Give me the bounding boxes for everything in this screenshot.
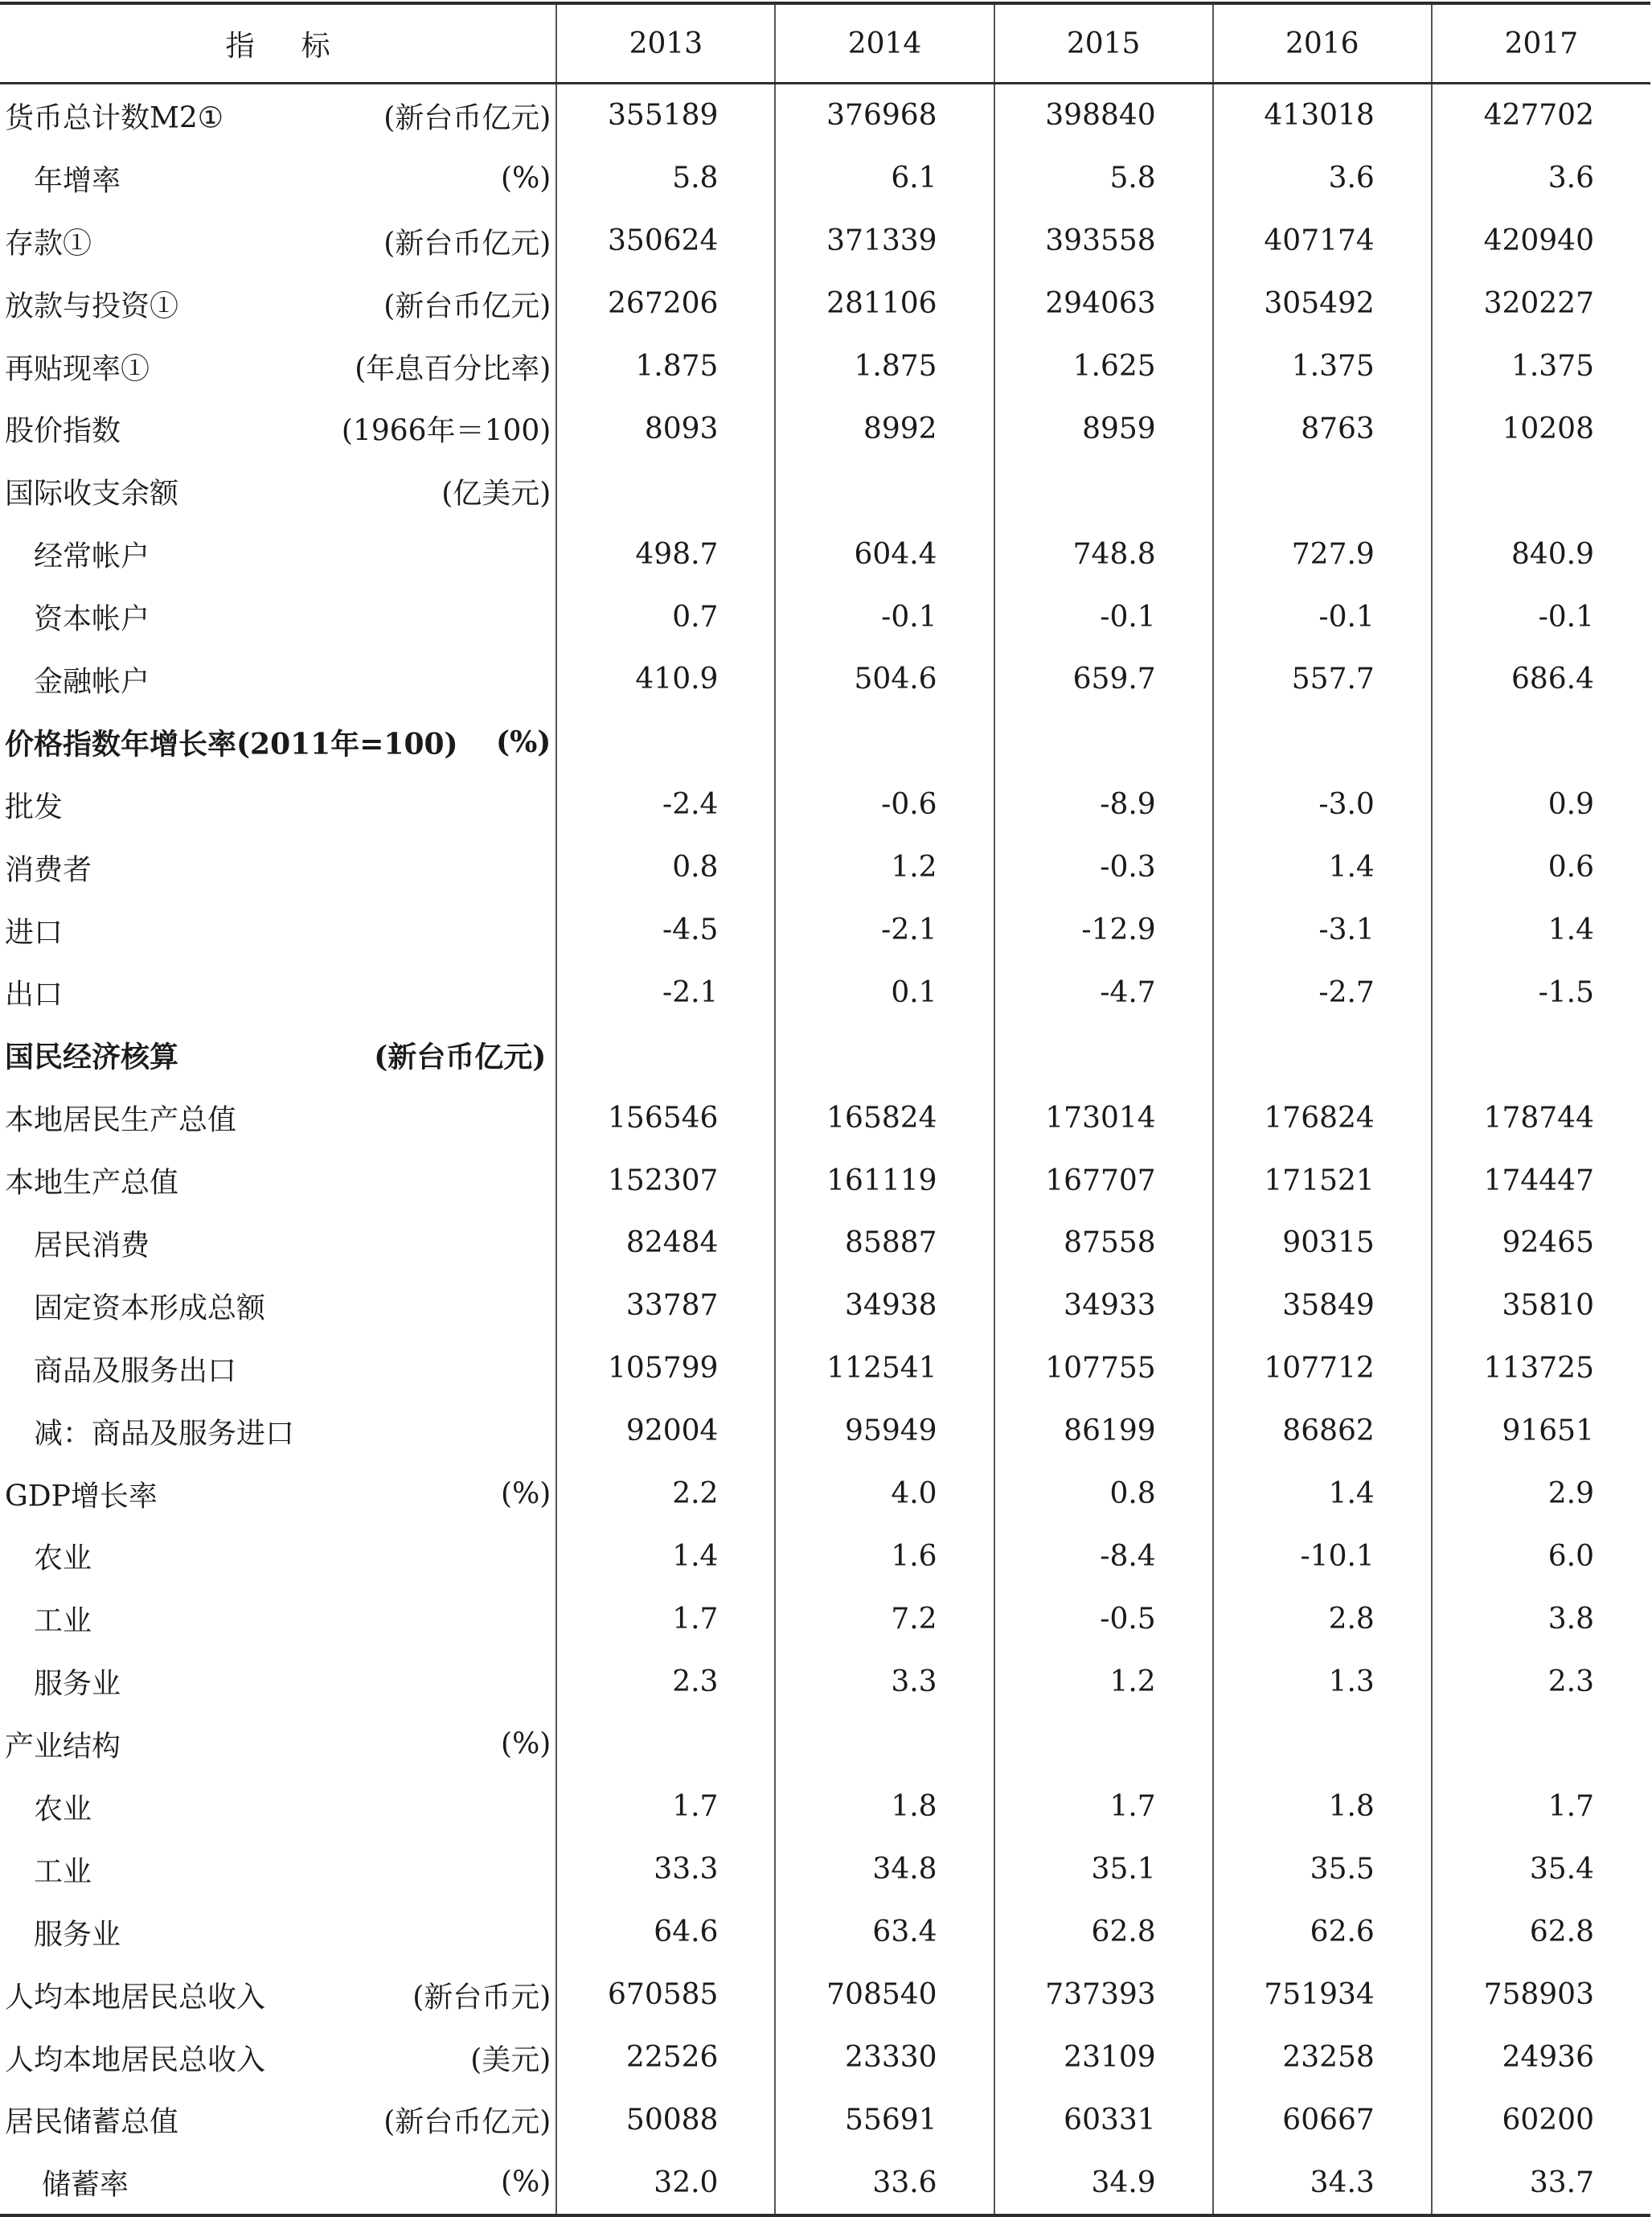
value-cell: 8959 [994,397,1213,460]
indicator-unit: (新台币元) [412,1981,551,2014]
value-cell: 2.2 [556,1463,775,1525]
header-year: 2017 [1432,3,1650,84]
indicator-unit: (新台币亿元) [374,1040,547,1074]
statistics-table [0,2,1650,2217]
value-cell: 1.6 [775,1525,994,1587]
value-cell: 410.9 [556,648,775,711]
value-cell: 62.6 [1213,1901,1432,1964]
value-cell: 686.4 [1432,648,1650,711]
row-label-cell [0,2089,556,2152]
table-row [0,1463,1650,1525]
value-cell: 376968 [775,84,994,147]
value-cell: 3.3 [775,1650,994,1713]
value-cell: 1.4 [1213,1463,1432,1525]
row-label-cell [0,523,556,585]
row-label-cell [0,397,556,460]
table-row [0,460,1650,523]
value-cell: -0.5 [994,1587,1213,1650]
indicator-unit: (亿美元) [441,477,551,511]
value-cell: -0.1 [994,585,1213,648]
table-row [0,147,1650,210]
indicator-name: 存款① [5,227,92,261]
table-row [0,899,1650,962]
value-cell: 1.375 [1213,335,1432,398]
value-cell: 1.4 [1213,836,1432,899]
value-cell: 63.4 [775,1901,994,1964]
row-label-cell [0,1024,556,1086]
indicator-name: 工业 [34,1604,92,1638]
value-cell: 0.8 [994,1463,1213,1525]
value-cell: 35.1 [994,1838,1213,1901]
value-cell: 420940 [1432,210,1650,273]
row-label-cell [0,273,556,335]
value-cell [994,460,1213,523]
value-cell: 33.7 [1432,2151,1650,2215]
indicator-name: 经常帐户 [34,540,150,573]
indicator-name: 居民储蓄总值 [5,2105,179,2139]
value-cell [1432,711,1650,774]
indicator-name: 产业结构 [5,1730,121,1763]
value-cell: 498.7 [556,523,775,585]
table-row [0,2151,1650,2215]
value-cell: 34.3 [1213,2151,1432,2215]
indicator-name: 人均本地居民总收入 [5,1981,266,2014]
value-cell: 62.8 [994,1901,1213,1964]
value-cell: -8.4 [994,1525,1213,1587]
value-cell [1432,460,1650,523]
value-cell: 10208 [1432,397,1650,460]
indicator-name: 工业 [34,1855,92,1889]
value-cell: 173014 [994,1086,1213,1149]
indicator-name: 农业 [34,1542,92,1575]
indicator-unit: (%) [496,725,551,759]
value-cell: 1.3 [1213,1650,1432,1713]
table-row [0,1149,1650,1212]
value-cell: 751934 [1213,1964,1432,2026]
value-cell: 1.4 [556,1525,775,1587]
value-cell [994,711,1213,774]
value-cell: 34.9 [994,2151,1213,2215]
value-cell: 33.3 [556,1838,775,1901]
indicator-name: GDP增长率 [5,1480,158,1513]
row-label-cell [0,335,556,398]
value-cell: 350624 [556,210,775,273]
value-cell: 35.5 [1213,1838,1432,1901]
value-cell [1213,1024,1432,1086]
value-cell: 32.0 [556,2151,775,2215]
value-cell: -2.7 [1213,961,1432,1024]
value-cell: 1.375 [1432,335,1650,398]
indicator-name: 年增率 [34,164,121,198]
value-cell: 427702 [1432,84,1650,147]
value-cell: 35.4 [1432,1838,1650,1901]
row-label-cell [0,1587,556,1650]
table-row [0,84,1650,147]
value-cell: 2.9 [1432,1463,1650,1525]
value-cell: 85887 [775,1212,994,1275]
table-row [0,961,1650,1024]
table-row [0,1086,1650,1149]
indicator-name: 人均本地居民总收入 [5,2043,266,2077]
indicator-name: 批发 [5,790,64,824]
value-cell: 167707 [994,1149,1213,1212]
value-cell: -0.1 [1213,585,1432,648]
row-label-cell [0,1838,556,1901]
table-row [0,1587,1650,1650]
indicator-unit: (1966年＝100) [341,414,551,448]
value-cell: 1.4 [1432,899,1650,962]
value-cell [1432,1713,1650,1776]
header-year: 2013 [556,3,775,84]
table-row [0,1275,1650,1337]
indicator-name: 资本帐户 [34,602,150,636]
header-indicator: 指标 [0,3,556,84]
value-cell [994,1024,1213,1086]
value-cell: 34933 [994,1275,1213,1337]
indicator-name: 商品及服务出口 [34,1354,237,1388]
indicator-unit: (新台币亿元) [383,289,551,323]
row-label-cell [0,2026,556,2089]
value-cell: 86199 [994,1400,1213,1463]
value-cell: 670585 [556,1964,775,2026]
row-label-cell [0,210,556,273]
indicator-unit: (%) [501,2166,551,2199]
value-cell [1213,1713,1432,1776]
value-cell: 1.8 [775,1776,994,1838]
table-row [0,648,1650,711]
value-cell: 92465 [1432,1212,1650,1275]
value-cell: 86862 [1213,1400,1432,1463]
row-label-cell [0,836,556,899]
value-cell [1432,1024,1650,1086]
value-cell: 393558 [994,210,1213,273]
table-row [0,1901,1650,1964]
indicator-name: 货币总计数M2① [5,101,224,135]
value-cell: 107755 [994,1337,1213,1400]
value-cell: 6.1 [775,147,994,210]
value-cell: 34.8 [775,1838,994,1901]
row-label-cell [0,961,556,1024]
indicator-unit: (新台币亿元) [383,227,551,261]
indicator-name: 股价指数 [5,414,121,448]
indicator-name: 放款与投资① [5,289,179,323]
row-label-cell [0,1901,556,1964]
value-cell: 152307 [556,1149,775,1212]
value-cell [775,711,994,774]
value-cell: 2.3 [556,1650,775,1713]
value-cell [556,1024,775,1086]
row-label-cell [0,1525,556,1587]
header-year: 2014 [775,3,994,84]
row-label-cell [0,1650,556,1713]
value-cell: 5.8 [556,147,775,210]
row-label-cell [0,774,556,836]
row-label-cell [0,1713,556,1776]
table-row [0,2026,1650,2089]
table-row [0,1525,1650,1587]
value-cell: 178744 [1432,1086,1650,1149]
row-label-cell [0,1212,556,1275]
value-cell: 60667 [1213,2089,1432,2152]
value-cell: 727.9 [1213,523,1432,585]
table-row [0,1212,1650,1275]
value-cell: 0.6 [1432,836,1650,899]
value-cell: 1.2 [994,1650,1213,1713]
value-cell: 840.9 [1432,523,1650,585]
value-cell: 95949 [775,1400,994,1463]
value-cell: -4.5 [556,899,775,962]
value-cell: 604.4 [775,523,994,585]
value-cell: 34938 [775,1275,994,1337]
row-label-cell [0,1776,556,1838]
value-cell: 320227 [1432,273,1650,335]
table-row [0,1964,1650,2026]
value-cell: 4.0 [775,1463,994,1525]
indicator-name: 进口 [5,916,64,950]
indicator-name: 消费者 [5,853,92,887]
value-cell: 294063 [994,273,1213,335]
value-cell: 105799 [556,1337,775,1400]
value-cell: 407174 [1213,210,1432,273]
value-cell [1213,460,1432,523]
value-cell: 3.6 [1432,147,1650,210]
value-cell: 1.625 [994,335,1213,398]
value-cell: 174447 [1432,1149,1650,1212]
value-cell: 737393 [994,1964,1213,2026]
row-label-cell [0,1149,556,1212]
value-cell: 33.6 [775,2151,994,2215]
indicator-name: 本地生产总值 [5,1166,179,1200]
indicator-name: 国际收支余额 [5,477,179,511]
value-cell: 267206 [556,273,775,335]
value-cell: -10.1 [1213,1525,1432,1587]
value-cell: 504.6 [775,648,994,711]
value-cell: 176824 [1213,1086,1432,1149]
value-cell: 35810 [1432,1275,1650,1337]
table-row [0,523,1650,585]
value-cell: 23109 [994,2026,1213,2089]
value-cell: 90315 [1213,1212,1432,1275]
value-cell: 0.8 [556,836,775,899]
value-cell: -0.6 [775,774,994,836]
value-cell: 1.7 [1432,1776,1650,1838]
value-cell [556,460,775,523]
value-cell: -1.5 [1432,961,1650,1024]
table-row [0,2089,1650,2152]
indicator-name: 农业 [34,1792,92,1826]
indicator-name: 储蓄率 [42,2168,129,2202]
value-cell: 35849 [1213,1275,1432,1337]
indicator-name: 再贴现率① [5,352,150,385]
row-label-cell [0,648,556,711]
indicator-name: 价格指数年增长率(2011年=100) [5,727,458,762]
table-row [0,1024,1650,1086]
table-row [0,774,1650,836]
value-cell: 708540 [775,1964,994,2026]
value-cell: 748.8 [994,523,1213,585]
indicator-name: 服务业 [34,1667,121,1701]
table-row [0,1713,1650,1776]
value-cell: 112541 [775,1337,994,1400]
value-cell: 55691 [775,2089,994,2152]
value-cell: 0.7 [556,585,775,648]
indicator-unit: (年息百分比率) [355,352,551,385]
value-cell: 22526 [556,2026,775,2089]
row-label-cell [0,460,556,523]
value-cell: -0.3 [994,836,1213,899]
value-cell: 23258 [1213,2026,1432,2089]
table-row [0,711,1650,774]
indicator-name: 服务业 [34,1918,121,1952]
value-cell: 8763 [1213,397,1432,460]
header-year: 2015 [994,3,1213,84]
value-cell: 91651 [1432,1400,1650,1463]
value-cell: 60200 [1432,2089,1650,2152]
value-cell [1213,711,1432,774]
value-cell: 33787 [556,1275,775,1337]
table-row [0,210,1650,273]
value-cell [775,460,994,523]
indicator-unit: (新台币亿元) [383,101,551,135]
value-cell: 8992 [775,397,994,460]
table-row [0,273,1650,335]
value-cell: 1.875 [775,335,994,398]
value-cell: -2.4 [556,774,775,836]
value-cell [994,1713,1213,1776]
value-cell: 305492 [1213,273,1432,335]
indicator-unit: (%) [501,1477,551,1511]
value-cell: 0.1 [775,961,994,1024]
value-cell: 1.2 [775,836,994,899]
row-label-cell [0,1400,556,1463]
row-label-cell [0,1275,556,1337]
table-row [0,1776,1650,1838]
value-cell: 24936 [1432,2026,1650,2089]
indicator-unit: (%) [501,162,551,195]
value-cell: 1.7 [556,1776,775,1838]
value-cell: -2.1 [556,961,775,1024]
table-row [0,1337,1650,1400]
value-cell: 107712 [1213,1337,1432,1400]
table-row [0,1650,1650,1713]
value-cell: 161119 [775,1149,994,1212]
value-cell: 0.9 [1432,774,1650,836]
row-label-cell [0,711,556,774]
value-cell: 165824 [775,1086,994,1149]
value-cell: -0.1 [775,585,994,648]
value-cell: 1.7 [994,1776,1213,1838]
value-cell: 113725 [1432,1337,1650,1400]
value-cell [556,1713,775,1776]
row-label-cell [0,84,556,147]
table-row [0,397,1650,460]
value-cell: 1.8 [1213,1776,1432,1838]
indicator-name: 固定资本形成总额 [34,1291,266,1325]
indicator-unit: (新台币亿元) [383,2105,551,2139]
value-cell: 82484 [556,1212,775,1275]
row-label-cell [0,1964,556,2026]
value-cell: -8.9 [994,774,1213,836]
value-cell: -2.1 [775,899,994,962]
value-cell: -3.1 [1213,899,1432,962]
value-cell: 64.6 [556,1901,775,1964]
value-cell: 3.6 [1213,147,1432,210]
value-cell: 6.0 [1432,1525,1650,1587]
row-label-cell [0,1337,556,1400]
value-cell: 23330 [775,2026,994,2089]
value-cell: 5.8 [994,147,1213,210]
value-cell: 371339 [775,210,994,273]
row-label-cell [0,1086,556,1149]
row-label-cell [0,1463,556,1525]
value-cell: 8093 [556,397,775,460]
indicator-name: 居民消费 [34,1229,150,1262]
value-cell: 2.3 [1432,1650,1650,1713]
row-label-cell [0,147,556,210]
value-cell [775,1024,994,1086]
table-row [0,585,1650,648]
value-cell: 355189 [556,84,775,147]
value-cell: 2.8 [1213,1587,1432,1650]
indicator-unit: (美元) [470,2043,551,2077]
value-cell: 758903 [1432,1964,1650,2026]
indicator-unit: (%) [501,1727,551,1761]
table-row [0,1400,1650,1463]
value-cell: 1.7 [556,1587,775,1650]
header-row [0,3,1650,84]
value-cell: 60331 [994,2089,1213,2152]
value-cell [556,711,775,774]
table-row [0,335,1650,398]
value-cell: 156546 [556,1086,775,1149]
value-cell [775,1713,994,1776]
value-cell: -4.7 [994,961,1213,1024]
indicator-name: 国民经济核算 [5,1040,179,1074]
value-cell: -3.0 [1213,774,1432,836]
value-cell: 62.8 [1432,1901,1650,1964]
value-cell: 413018 [1213,84,1432,147]
row-label-cell [0,2151,556,2215]
row-label-cell [0,585,556,648]
value-cell: 398840 [994,84,1213,147]
value-cell: 171521 [1213,1149,1432,1212]
value-cell: 281106 [775,273,994,335]
table-row [0,836,1650,899]
value-cell: 659.7 [994,648,1213,711]
value-cell: 7.2 [775,1587,994,1650]
value-cell: 1.875 [556,335,775,398]
table-row [0,1838,1650,1901]
indicator-name: 金融帐户 [34,665,150,699]
value-cell: 87558 [994,1212,1213,1275]
value-cell: 50088 [556,2089,775,2152]
value-cell: 557.7 [1213,648,1432,711]
value-cell: 92004 [556,1400,775,1463]
value-cell: 3.8 [1432,1587,1650,1650]
value-cell: -0.1 [1432,585,1650,648]
indicator-name: 本地居民生产总值 [5,1103,237,1137]
row-label-cell [0,899,556,962]
indicator-name: 出口 [5,978,64,1012]
indicator-name: 减：商品及服务进口 [34,1417,295,1451]
value-cell: -12.9 [994,899,1213,962]
header-year: 2016 [1213,3,1432,84]
